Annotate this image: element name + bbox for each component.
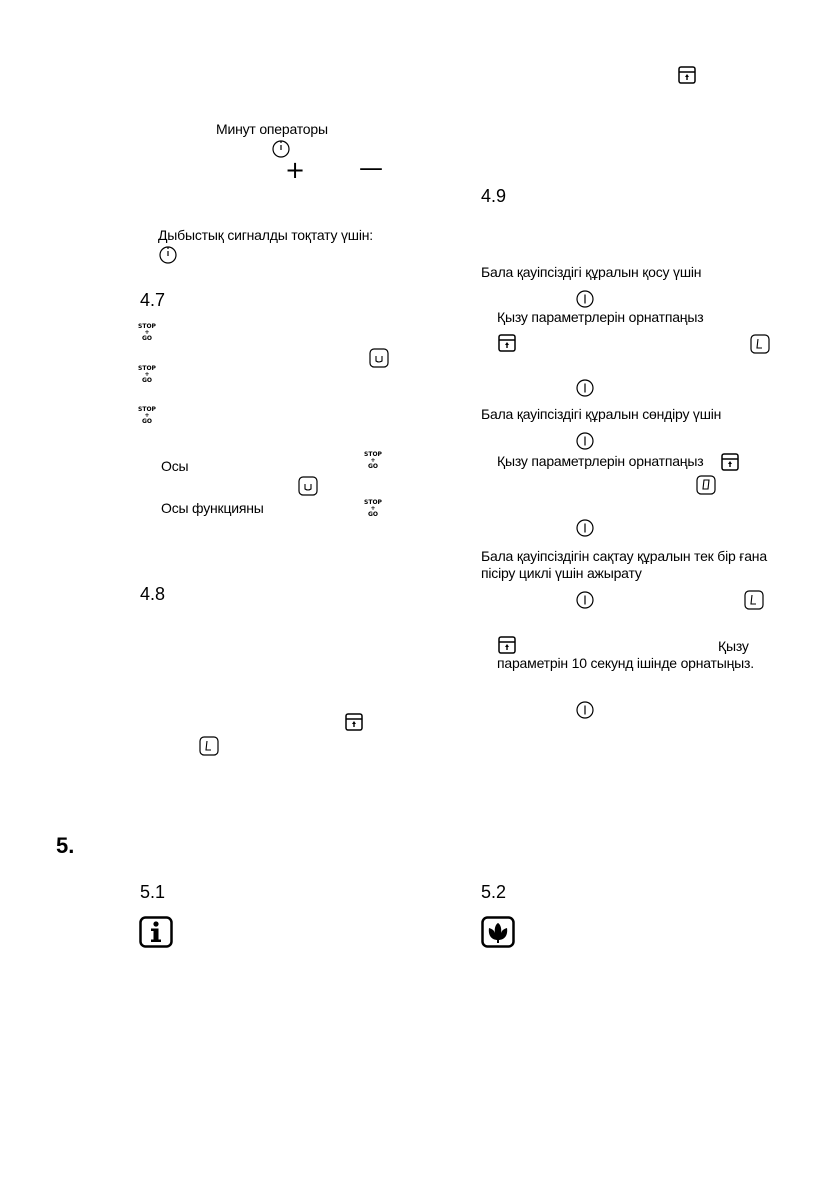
lock-key-icon [678,66,696,84]
section-5-2-heading: 5.2 [481,882,507,902]
stop-go-icon: STOP + GO [138,365,156,384]
plus-sign: + [285,156,306,184]
environment-icon [481,916,515,948]
override-line-1: Бала қауіпсіздігін сақтау құралын тек бір ғана [481,548,767,564]
osy-function-label: Осы функцияны [161,500,264,516]
stop-sound-label: Дыбыстық сигналды тоқтату үшін: [158,227,373,243]
child-lock-off-label: Бала қауіпсіздігі құралын сөндіру үшін [481,406,722,422]
stop-go-icon: STOP + GO [364,499,382,518]
info-icon [139,916,173,948]
power-icon [575,700,595,720]
set-heat-line-2: параметрін 10 секунд ішінде орнатыңыз. [497,655,754,671]
lock-display-l-icon [199,736,219,756]
minus-sign: — [359,154,383,182]
osy-label: Осы [161,458,189,474]
power-icon [575,378,595,398]
child-lock-on-label: Бала қауіпсіздігі құралын қосу үшін [481,264,702,280]
section-4-9-heading: 4.9 [481,186,507,206]
stop-go-icon: STOP + GO [364,451,382,470]
lock-key-icon [498,636,516,654]
chapter-5-heading: 5. [56,833,75,858]
lock-key-icon [498,334,516,352]
power-icon [575,590,595,610]
stop-go-icon: STOP + GO [138,323,156,342]
section-4-7-heading: 4.7 [140,290,166,310]
override-line-2: пісіру циклі үшін ажырату [481,565,642,581]
lock-key-icon [721,453,739,471]
lock-display-l-icon [750,334,770,354]
pause-display-u-icon [298,476,318,496]
stop-go-icon: STOP + GO [138,406,156,425]
dont-set-heat-label: Қызу параметрлерін орнатпаңыз [497,309,704,325]
power-icon [575,289,595,309]
power-icon [575,518,595,538]
minute-operator-label: Минут операторы [216,121,328,137]
section-5-1-heading: 5.1 [140,882,166,902]
lock-key-icon [345,713,363,731]
timer-icon [158,245,178,265]
pause-display-u-icon [369,348,389,368]
dont-set-heat-label: Қызу параметрлерін орнатпаңыз [497,453,704,469]
set-heat-prefix: Қызу [718,638,749,654]
section-4-8-heading: 4.8 [140,584,166,604]
zero-display-icon [696,475,716,495]
power-icon [575,431,595,451]
lock-display-l-icon [744,590,764,610]
